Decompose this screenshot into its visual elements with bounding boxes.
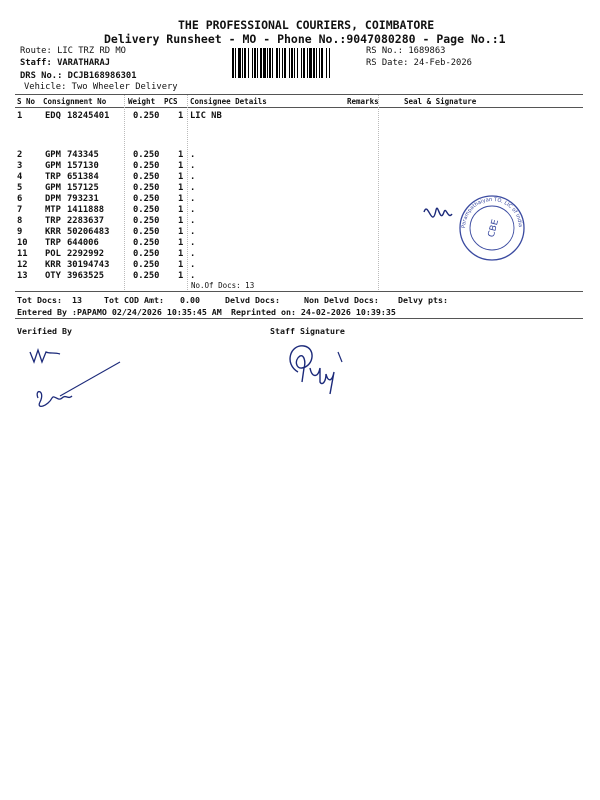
header-sno: S No bbox=[17, 97, 36, 106]
row-consignment-prefix: MTP bbox=[45, 205, 61, 215]
barcode-bar bbox=[303, 48, 305, 78]
row-weight: 0.250 bbox=[133, 227, 160, 237]
barcode-bar bbox=[284, 48, 286, 78]
barcode-bar bbox=[238, 48, 241, 78]
row-sno: 1 bbox=[17, 111, 23, 121]
table-row bbox=[17, 111, 577, 122]
row-weight: 0.250 bbox=[133, 150, 160, 160]
row-consignment-prefix: KRR bbox=[45, 260, 61, 270]
tot-docs-label: Tot Docs: bbox=[17, 295, 62, 305]
row-consignee: . bbox=[190, 205, 196, 215]
verified-by-label: Verified By bbox=[17, 326, 72, 336]
row-consignment-prefix: OTY bbox=[45, 271, 61, 281]
row-consignee: LIC NB bbox=[190, 111, 222, 121]
barcode-bar bbox=[329, 48, 330, 78]
row-pcs: 1 bbox=[178, 150, 184, 160]
staff-text: Staff: VARATHARAJ bbox=[20, 58, 111, 68]
summary-rule bbox=[15, 318, 583, 319]
row-pcs: 1 bbox=[178, 238, 184, 248]
no-of-docs: No.Of Docs: 13 bbox=[191, 281, 255, 290]
row-consignment-number: 1411888 bbox=[67, 205, 105, 215]
barcode-bar bbox=[248, 48, 249, 78]
barcode-bar bbox=[313, 48, 315, 78]
row-consignment-prefix: EDQ bbox=[45, 111, 61, 121]
barcode-bar bbox=[316, 48, 317, 78]
header-weight: Weight bbox=[128, 97, 156, 106]
row-consignment-prefix: TRP bbox=[45, 172, 61, 182]
row-consignee: . bbox=[190, 238, 196, 248]
table-top-rule bbox=[15, 94, 583, 95]
row-consignment-prefix: POL bbox=[45, 249, 61, 259]
tot-docs-value: 13 bbox=[72, 295, 82, 305]
row-consignee: . bbox=[190, 194, 196, 204]
row-consignment-number: 30194743 bbox=[67, 260, 110, 270]
header-seal: Seal & Signature bbox=[404, 97, 477, 106]
header-consignment: Consignment No bbox=[43, 97, 107, 106]
row-pcs: 1 bbox=[178, 172, 184, 182]
row-pcs: 1 bbox=[178, 194, 184, 204]
rs-date: RS Date: 24-Feb-2026 bbox=[366, 58, 472, 68]
table-bottom-rule bbox=[15, 291, 583, 292]
tot-cod-value: 0.00 bbox=[180, 295, 200, 305]
table-row bbox=[17, 161, 577, 172]
barcode-bar bbox=[319, 48, 320, 78]
row-pcs: 1 bbox=[178, 111, 184, 121]
barcode-image bbox=[232, 48, 362, 78]
row-consignee: . bbox=[190, 172, 196, 182]
barcode-bar bbox=[282, 48, 283, 78]
header-pcs: PCS bbox=[164, 97, 178, 106]
row-sno: 4 bbox=[17, 172, 23, 182]
table-header-rule bbox=[15, 107, 583, 108]
row-consignee: . bbox=[190, 227, 196, 237]
row-weight: 0.250 bbox=[133, 172, 160, 182]
delvd-docs: Delvd Docs: bbox=[225, 295, 280, 305]
barcode-bar bbox=[294, 48, 295, 78]
barcode-bar bbox=[289, 48, 290, 78]
row-sno: 13 bbox=[17, 271, 28, 281]
row-weight: 0.250 bbox=[133, 271, 160, 281]
stamp-outer-text: Parampathaiyan TO. LIC of India bbox=[460, 196, 524, 229]
row-pcs: 1 bbox=[178, 227, 184, 237]
barcode-bar bbox=[321, 48, 323, 78]
row-consignment-prefix: GPM bbox=[45, 150, 61, 160]
row-consignment-prefix: DPM bbox=[45, 194, 61, 204]
row-consignment-number: 793231 bbox=[67, 194, 99, 204]
barcode-bar bbox=[297, 48, 298, 78]
row-pcs: 1 bbox=[178, 161, 184, 171]
barcode-bar bbox=[232, 48, 234, 78]
header-remarks: Remarks bbox=[347, 97, 379, 106]
row-consignment-prefix: TRP bbox=[45, 238, 61, 248]
row-sno: 6 bbox=[17, 194, 23, 204]
barcode-bar bbox=[260, 48, 262, 78]
table-row bbox=[17, 271, 577, 282]
row-sno: 3 bbox=[17, 161, 23, 171]
table-row bbox=[17, 172, 577, 183]
row-consignee: . bbox=[190, 249, 196, 259]
row-pcs: 1 bbox=[178, 271, 184, 281]
header-consignee: Consignee Details bbox=[190, 97, 267, 106]
row-consignee: . bbox=[190, 161, 196, 171]
row-consignee: . bbox=[190, 260, 196, 270]
staff-signature-image bbox=[280, 338, 360, 398]
row-weight: 0.250 bbox=[133, 205, 160, 215]
row-pcs: 1 bbox=[178, 216, 184, 226]
row-sno: 10 bbox=[17, 238, 28, 248]
table-row bbox=[17, 150, 577, 161]
barcode-bar bbox=[267, 48, 268, 78]
row-pcs: 1 bbox=[178, 183, 184, 193]
barcode-bar bbox=[252, 48, 253, 78]
barcode-bar bbox=[276, 48, 278, 78]
row-consignment-number: 157130 bbox=[67, 161, 99, 171]
row-sno: 7 bbox=[17, 205, 23, 215]
row-weight: 0.250 bbox=[133, 260, 160, 270]
row-consignee: . bbox=[190, 183, 196, 193]
barcode-bar bbox=[272, 48, 273, 78]
row-pcs: 1 bbox=[178, 205, 184, 215]
row-consignment-number: 743345 bbox=[67, 150, 99, 160]
row-pcs: 1 bbox=[178, 260, 184, 270]
row-sno: 2 bbox=[17, 150, 23, 160]
barcode-bar bbox=[309, 48, 312, 78]
barcode-bar bbox=[301, 48, 302, 78]
row-consignment-number: 3963525 bbox=[67, 271, 105, 281]
entered-by: Entered By :PAPAMO 02/24/2026 10:35:45 AM bbox=[17, 307, 222, 317]
company-title: THE PROFESSIONAL COURIERS, COIMBATORE bbox=[178, 18, 435, 32]
row-sno: 5 bbox=[17, 183, 23, 193]
row-weight: 0.250 bbox=[133, 238, 160, 248]
row-weight: 0.250 bbox=[133, 249, 160, 259]
row-consignment-number: 157125 bbox=[67, 183, 99, 193]
barcode-bar bbox=[307, 48, 308, 78]
runsheet-subtitle: Delivery Runsheet - MO - Phone No.:9047080280 - Page No.:1 bbox=[104, 32, 506, 46]
barcode-bar bbox=[291, 48, 293, 78]
row-weight: 0.250 bbox=[133, 183, 160, 193]
row-consignment-prefix: KRR bbox=[45, 227, 61, 237]
stamp-inner-text: CBE bbox=[486, 218, 502, 239]
delvy-pts: Delvy pts: bbox=[398, 295, 448, 305]
row-consignee: . bbox=[190, 271, 196, 281]
row-sno: 11 bbox=[17, 249, 28, 259]
tot-cod-label: Tot COD Amt: bbox=[104, 295, 164, 305]
row-consignment-number: 651384 bbox=[67, 172, 99, 182]
row-consignment-number: 644006 bbox=[67, 238, 99, 248]
vehicle-text: Vehicle: Two Wheeler Delivery bbox=[24, 82, 178, 92]
rs-number: RS No.: 1689863 bbox=[366, 46, 446, 56]
row-weight: 0.250 bbox=[133, 194, 160, 204]
row-consignment-number: 18245401 bbox=[67, 111, 110, 121]
barcode-bar bbox=[263, 48, 266, 78]
row-consignment-prefix: GPM bbox=[45, 161, 61, 171]
row-sno: 12 bbox=[17, 260, 28, 270]
barcode-bar bbox=[242, 48, 243, 78]
barcode-bar bbox=[326, 48, 327, 78]
row-sno: 8 bbox=[17, 216, 23, 226]
row-consignment-number: 2292992 bbox=[67, 249, 105, 259]
row-consignment-number: 50206483 bbox=[67, 227, 110, 237]
row-weight: 0.250 bbox=[133, 161, 160, 171]
row-weight: 0.250 bbox=[133, 216, 160, 226]
row-weight: 0.250 bbox=[133, 111, 160, 121]
barcode-bar bbox=[254, 48, 256, 78]
barcode-bar bbox=[244, 48, 246, 78]
staff-signature-label: Staff Signature bbox=[270, 326, 345, 336]
row-consignment-prefix: GPM bbox=[45, 183, 61, 193]
row-pcs: 1 bbox=[178, 249, 184, 259]
row-consignee: . bbox=[190, 150, 196, 160]
stamp-initials-signature bbox=[424, 208, 452, 217]
drs-number: DRS No.: DCJB168986301 bbox=[20, 71, 137, 81]
barcode-bar bbox=[279, 48, 280, 78]
company-stamp bbox=[418, 190, 528, 270]
row-consignment-prefix: TRP bbox=[45, 216, 61, 226]
verified-by-signature bbox=[24, 340, 134, 420]
barcode-bar bbox=[257, 48, 258, 78]
row-consignment-number: 2283637 bbox=[67, 216, 105, 226]
row-sno: 9 bbox=[17, 227, 23, 237]
barcode-bar bbox=[269, 48, 271, 78]
row-consignee: . bbox=[190, 216, 196, 226]
barcode-bar bbox=[235, 48, 236, 78]
route-text: Route: LIC TRZ RD MO bbox=[20, 46, 126, 56]
non-delvd-docs: Non Delvd Docs: bbox=[304, 295, 379, 305]
reprinted-on: Reprinted on: 24-02-2026 10:39:35 bbox=[231, 307, 396, 317]
